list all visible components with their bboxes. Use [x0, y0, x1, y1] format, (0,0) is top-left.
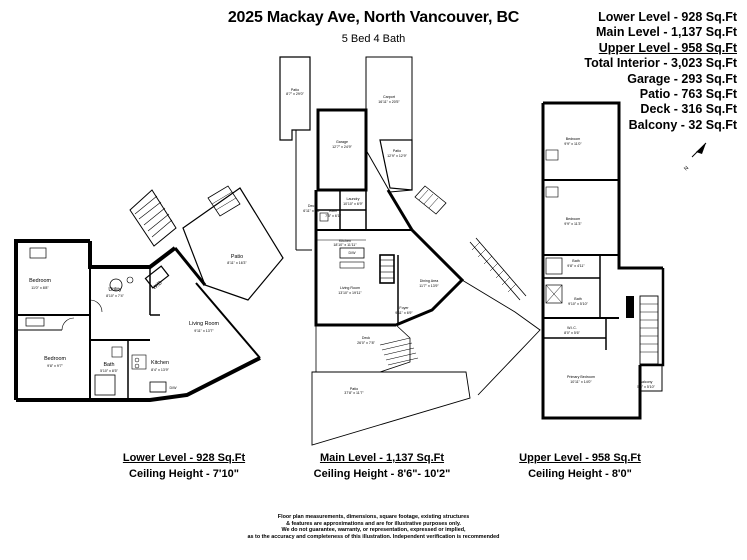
upper-level-title: Upper Level - 958 Sq.Ft	[519, 452, 641, 464]
main-patio-mid-dim: 12'9" x 12'9"	[387, 154, 407, 158]
lower-living-name: Living Room	[189, 321, 219, 327]
page-subtitle: 5 Bed 4 Bath	[341, 33, 406, 45]
upper-bath1-name: Bath	[572, 259, 580, 263]
main-kitchen-name: Kitchen	[339, 239, 351, 243]
lower-wd-label: W/D	[151, 280, 164, 292]
main-level-caption	[272, 450, 492, 482]
upper-bath2-name: Bath	[574, 297, 582, 301]
main-patio-bottom-name: Patio	[349, 387, 359, 391]
main-deck-small-dim: 6'11" x 3'5"	[303, 209, 321, 213]
main-garage-dim: 12'7" x 24'9"	[332, 145, 352, 149]
main-dining-name: Dining Area	[419, 279, 439, 283]
lower-level-title: Lower Level - 928 Sq.Ft	[122, 452, 246, 464]
lower-bath-name: Bath	[103, 362, 115, 368]
upper-bedroom1-dim: 9'9" x 11'0"	[564, 142, 582, 146]
main-garage-name: Garage	[336, 140, 348, 144]
main-bath-dim: 7'5" x 6'1"	[325, 214, 341, 218]
lower-utility-name: Utility	[108, 287, 122, 293]
lower-dw-label: D/W	[169, 386, 177, 390]
upper-wic-name: W.I.C.	[567, 326, 577, 330]
upper-bedroom2-name: Bedroom	[565, 217, 581, 221]
lower-level-ceiling: Ceiling Height - 7'10"	[129, 468, 239, 480]
lower-level-caption	[74, 450, 294, 482]
main-patio-top-dim: 8'7" x 29'0"	[286, 92, 304, 96]
lower-stairs	[130, 190, 176, 246]
stat-lower: Lower Level - 928 Sq.Ft	[598, 10, 737, 24]
upper-bedroom1-name: Bedroom	[565, 137, 581, 141]
main-foyer-dim: 9'11" x 6'9"	[395, 311, 413, 315]
stat-garage: Garage - 293 Sq.Ft	[627, 71, 737, 86]
upper-level-plan	[543, 103, 663, 418]
main-deck-stairs	[380, 338, 418, 365]
main-bath-name: Bath	[329, 209, 337, 213]
main-level-title: Main Level - 1,137 Sq.Ft	[319, 452, 445, 464]
upper-level-ceiling: Ceiling Height - 8'0"	[528, 468, 632, 480]
compass-letter: N	[683, 165, 691, 173]
upper-balcony-dim: 5'5" x 5'10"	[637, 385, 655, 389]
lower-living-dim: 9'11" x 13'7"	[194, 329, 214, 333]
main-level-plan	[280, 57, 540, 445]
disclaimer-line: as to the accuracy and completeness of this illustration. Independent verification is recommended	[247, 533, 500, 540]
main-patio-top-name: Patio	[290, 88, 300, 92]
compass-icon	[683, 143, 706, 172]
main-dining-dim: 11'7" x 13'9"	[419, 284, 439, 288]
disclaimer-line: Floor plan measurements, dimensions, square footage, existing structures	[277, 514, 470, 520]
main-carport-name: Carport	[383, 95, 395, 99]
main-patio-bottom-dim: 37'8" x 11'7"	[344, 391, 364, 395]
lower-bedroom1-name: Bedroom	[29, 278, 51, 284]
main-living-dim: 13'10" x 19'11"	[338, 291, 362, 295]
main-patio-mid-name: Patio	[392, 149, 402, 153]
main-deck-dim: 26'0" x 7'8"	[357, 341, 375, 345]
main-laundry-name: Laundry	[346, 197, 360, 201]
page-title: 2025 Mackay Ave, North Vancouver, BC	[227, 9, 520, 26]
main-level-ceiling: Ceiling Height - 8'6"- 10'2"	[313, 468, 451, 480]
disclaimer-line: We do not guarantee, warranty, or representation, expressed or implied,	[281, 527, 466, 533]
patio-stairs	[208, 186, 240, 216]
lower-bath-dim: 5'10" x 8'5"	[100, 369, 118, 373]
stat-balcony: Balcony - 32 Sq.Ft	[628, 117, 737, 132]
stat-main: Main Level - 1,137 Sq.Ft	[595, 25, 737, 40]
upper-primary-name: Primary Bedroom	[567, 375, 595, 379]
main-kitchen-dim: 18'10" x 11'11"	[333, 243, 357, 247]
upper-bedroom2-dim: 9'9" x 11'3"	[564, 222, 582, 226]
upper-balcony-name: Balcony	[639, 380, 653, 384]
stat-total: Total Interior - 3,023 Sq.Ft	[584, 56, 737, 71]
disclaimer	[0, 514, 747, 540]
lower-level-plan	[16, 186, 283, 400]
main-laundry-dim: 10'10" x 6'9"	[343, 202, 363, 206]
upper-wic-dim: 8'0" x 5'6"	[564, 331, 580, 335]
lower-bedroom2-dim: 9'8" x 9'7"	[47, 364, 63, 368]
stat-upper: Upper Level - 958 Sq.Ft	[598, 40, 737, 55]
lower-patio-name: Patio	[230, 254, 244, 260]
lower-bedroom1-dim: 11'0" x 8'8"	[31, 286, 49, 290]
main-dw-label: D/W	[348, 251, 356, 255]
stat-deck: Deck - 316 Sq.Ft	[640, 102, 737, 117]
main-deck-small-name: Deck	[307, 204, 317, 208]
lower-utility-dim: 8'10" x 7'4"	[106, 294, 124, 298]
main-foyer-name: Foyer	[399, 306, 409, 310]
main-deck-name: Deck	[361, 336, 371, 340]
lower-kitchen-dim: 8'4" x 13'9"	[151, 368, 169, 372]
upper-bath2-dim: 9'10" x 5'10"	[568, 302, 588, 306]
main-long-stairs	[462, 238, 540, 395]
lower-patio-dim: 8'11" x 16'3"	[227, 261, 247, 265]
lower-kitchen-name: Kitchen	[151, 360, 169, 366]
main-carport-dim: 16'11" x 20'5"	[378, 100, 400, 104]
disclaimer-line: & features are approximations and are for illustrative purposes only.	[286, 520, 461, 527]
upper-stairs	[640, 296, 658, 364]
upper-bath1-dim: 9'8" x 4'11"	[567, 264, 585, 268]
main-stairs-right	[415, 186, 446, 214]
main-living-name: Living Room	[340, 286, 360, 290]
stat-patio: Patio - 763 Sq.Ft	[639, 87, 737, 102]
lower-bedroom2-name: Bedroom	[44, 356, 66, 362]
upper-primary-dim: 10'11" x 14'0"	[570, 380, 592, 384]
upper-level-caption	[470, 450, 690, 482]
